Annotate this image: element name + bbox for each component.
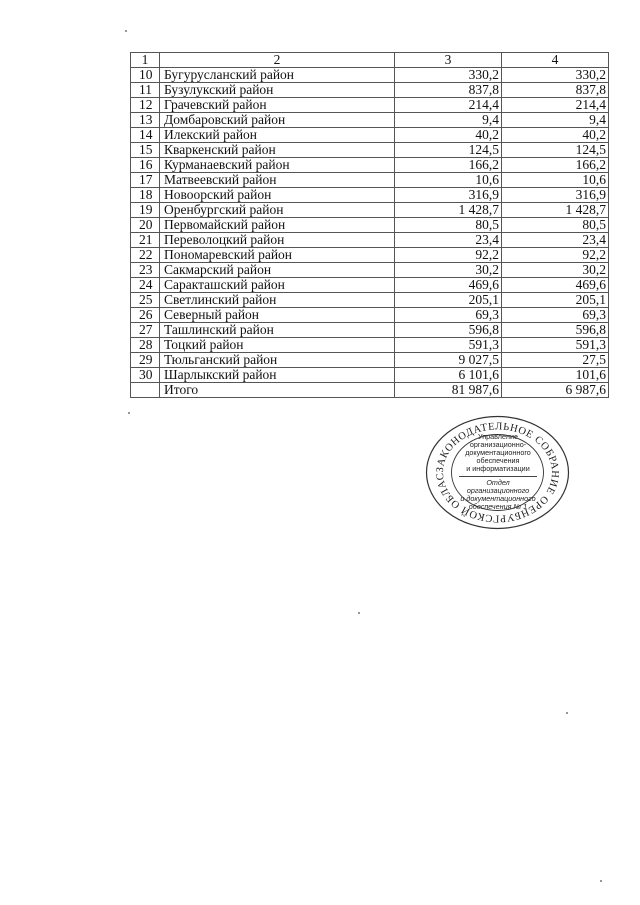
data-table-container: [130, 52, 608, 398]
value-col4-cell: 330,2: [502, 68, 609, 83]
district-name-cell: Первомайский район: [160, 218, 395, 233]
table-row: [131, 308, 609, 323]
row-number-cell: 17: [131, 173, 160, 188]
value-col3-cell: 205,1: [395, 293, 502, 308]
row-number-cell: 25: [131, 293, 160, 308]
row-number-cell: 13: [131, 113, 160, 128]
header-col-4: 4: [502, 53, 609, 68]
table-row: [131, 218, 609, 233]
table-row: [131, 203, 609, 218]
value-col4-cell: 205,1: [502, 293, 609, 308]
row-number-cell: 16: [131, 158, 160, 173]
table-row: [131, 83, 609, 98]
value-col4-cell: 837,8: [502, 83, 609, 98]
table-row: [131, 188, 609, 203]
row-number-cell: 27: [131, 323, 160, 338]
row-number-cell: 24: [131, 278, 160, 293]
table-row: [131, 113, 609, 128]
header-col-2: 2: [160, 53, 395, 68]
table-row: [131, 323, 609, 338]
stamp-line: обеспечения № 1: [468, 502, 528, 511]
value-col4-cell: 92,2: [502, 248, 609, 263]
value-col3-cell: 9 027,5: [395, 353, 502, 368]
row-number-cell: 22: [131, 248, 160, 263]
district-name-cell: Тюльганский район: [160, 353, 395, 368]
value-col4-cell: 101,6: [502, 368, 609, 383]
table-row: [131, 278, 609, 293]
row-number-cell: 20: [131, 218, 160, 233]
row-number-cell: 11: [131, 83, 160, 98]
value-col3-cell: 81 987,6: [395, 383, 502, 398]
district-name-cell: Светлинский район: [160, 293, 395, 308]
value-col3-cell: 1 428,7: [395, 203, 502, 218]
value-col3-cell: 69,3: [395, 308, 502, 323]
table-row: [131, 233, 609, 248]
district-name-cell: Саракташский район: [160, 278, 395, 293]
stamp-line: обеспечения: [476, 456, 520, 465]
value-col4-cell: 214,4: [502, 98, 609, 113]
value-col4-cell: 6 987,6: [502, 383, 609, 398]
value-col4-cell: 166,2: [502, 158, 609, 173]
value-col3-cell: 23,4: [395, 233, 502, 248]
value-col3-cell: 124,5: [395, 143, 502, 158]
value-col4-cell: 9,4: [502, 113, 609, 128]
district-name-cell: Илекский район: [160, 128, 395, 143]
row-number-cell: 10: [131, 68, 160, 83]
district-name-cell: Итого: [160, 383, 395, 398]
scan-speck: [600, 880, 602, 882]
value-col4-cell: 80,5: [502, 218, 609, 233]
value-col3-cell: 330,2: [395, 68, 502, 83]
scan-speck: [566, 712, 568, 714]
value-col4-cell: 596,8: [502, 323, 609, 338]
value-col4-cell: 124,5: [502, 143, 609, 158]
district-name-cell: Шарлыкский район: [160, 368, 395, 383]
district-name-cell: Домбаровский район: [160, 113, 395, 128]
table-row: [131, 338, 609, 353]
district-name-cell: Грачевский район: [160, 98, 395, 113]
table-row: [131, 128, 609, 143]
table-row: [131, 293, 609, 308]
district-name-cell: Переволоцкий район: [160, 233, 395, 248]
value-col3-cell: 10,6: [395, 173, 502, 188]
row-number-cell: 26: [131, 308, 160, 323]
organization-stamp: [425, 415, 570, 530]
district-name-cell: Кваркенский район: [160, 143, 395, 158]
row-number-cell: 28: [131, 338, 160, 353]
stamp-inner-text: [459, 433, 537, 511]
table-total-row: [131, 383, 609, 398]
district-name-cell: Курманаевский район: [160, 158, 395, 173]
table-header-row: [131, 53, 609, 68]
row-number-cell: 29: [131, 353, 160, 368]
row-number-cell: 12: [131, 98, 160, 113]
value-col3-cell: 316,9: [395, 188, 502, 203]
stamp-line: Управление: [478, 432, 518, 441]
data-table: [130, 52, 609, 398]
value-col4-cell: 10,6: [502, 173, 609, 188]
table-row: [131, 353, 609, 368]
district-name-cell: Матвеевский район: [160, 173, 395, 188]
table-row: [131, 143, 609, 158]
scan-speck: [125, 30, 127, 32]
table-row: [131, 173, 609, 188]
value-col3-cell: 591,3: [395, 338, 502, 353]
row-number-cell: 18: [131, 188, 160, 203]
stamp-divider: [459, 476, 537, 477]
value-col4-cell: 316,9: [502, 188, 609, 203]
value-col3-cell: 80,5: [395, 218, 502, 233]
value-col3-cell: 9,4: [395, 113, 502, 128]
table-row: [131, 248, 609, 263]
value-col4-cell: 469,6: [502, 278, 609, 293]
scan-speck: [358, 612, 360, 614]
scan-speck: [128, 412, 130, 414]
value-col3-cell: 837,8: [395, 83, 502, 98]
district-name-cell: Пономаревский район: [160, 248, 395, 263]
table-body: [131, 68, 609, 398]
value-col4-cell: 23,4: [502, 233, 609, 248]
svg-text:ЗАКОНОДАТЕЛЬНОЕ СОБРАНИЕ ОРЕНБ: ЗАКОНОДАТЕЛЬНОЕ СОБРАНИЕ ОРЕНБУРГСКОЙ ОБЛАС: [434, 421, 561, 524]
row-number-cell: [131, 383, 160, 398]
row-number-cell: 21: [131, 233, 160, 248]
value-col3-cell: 6 101,6: [395, 368, 502, 383]
district-name-cell: Ташлинский район: [160, 323, 395, 338]
table-row: [131, 368, 609, 383]
value-col4-cell: 40,2: [502, 128, 609, 143]
row-number-cell: 14: [131, 128, 160, 143]
row-number-cell: 19: [131, 203, 160, 218]
district-name-cell: Бугурусланский район: [160, 68, 395, 83]
row-number-cell: 23: [131, 263, 160, 278]
stamp-line: документационного: [465, 448, 531, 457]
row-number-cell: 15: [131, 143, 160, 158]
value-col3-cell: 30,2: [395, 263, 502, 278]
stamp-line: Отдел организационного: [466, 478, 530, 495]
value-col3-cell: 469,6: [395, 278, 502, 293]
stamp-line: организационно-: [469, 440, 527, 449]
value-col4-cell: 1 428,7: [502, 203, 609, 218]
value-col3-cell: 166,2: [395, 158, 502, 173]
stamp-line: и документационного: [460, 494, 536, 503]
district-name-cell: Новоорский район: [160, 188, 395, 203]
value-col3-cell: 214,4: [395, 98, 502, 113]
district-name-cell: Сакмарский район: [160, 263, 395, 278]
value-col3-cell: 596,8: [395, 323, 502, 338]
district-name-cell: Тоцкий район: [160, 338, 395, 353]
table-row: [131, 158, 609, 173]
stamp-line: и информатизации: [466, 464, 530, 473]
value-col4-cell: 27,5: [502, 353, 609, 368]
value-col3-cell: 92,2: [395, 248, 502, 263]
row-number-cell: 30: [131, 368, 160, 383]
district-name-cell: Северный район: [160, 308, 395, 323]
value-col4-cell: 591,3: [502, 338, 609, 353]
header-col-3: 3: [395, 53, 502, 68]
value-col3-cell: 40,2: [395, 128, 502, 143]
table-row: [131, 98, 609, 113]
district-name-cell: Оренбургский район: [160, 203, 395, 218]
table-row: [131, 263, 609, 278]
header-col-1: 1: [131, 53, 160, 68]
value-col4-cell: 30,2: [502, 263, 609, 278]
district-name-cell: Бузулукский район: [160, 83, 395, 98]
value-col4-cell: 69,3: [502, 308, 609, 323]
table-row: [131, 68, 609, 83]
